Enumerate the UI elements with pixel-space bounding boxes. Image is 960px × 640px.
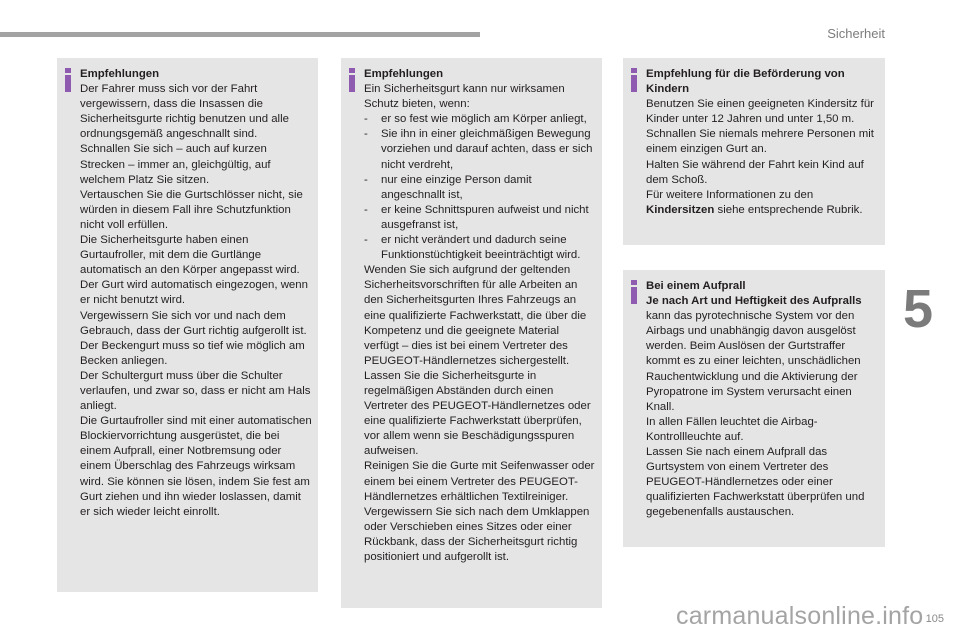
list-item: - er keine Schnittspuren aufweist und nicht ausgefranst ist, — [364, 203, 596, 233]
info-icon — [630, 280, 638, 304]
paragraph: Der Fahrer muss sich vor der Fahrt vergewissern, dass die Insassen die Sicherheitsgurte richtig benutzen und alle ordnungsgemäß angeschnallt sind. — [80, 83, 289, 141]
box-heading: Empfehlung für die Beförderung von Kindern — [646, 68, 845, 96]
section-title: Sicherheit — [827, 26, 885, 41]
watermark: carmanualsonline.info — [676, 602, 924, 630]
box-subheading: Je nach Art und Heftigkeit des Aufpralls — [646, 295, 862, 308]
reference-prefix: Für weitere Informationen zu den — [646, 188, 814, 201]
paragraph: Schnallen Sie niemals mehrere Personen mit einem einzigen Gurt an. — [646, 128, 874, 156]
paragraph — [646, 294, 879, 415]
info-box-collision — [623, 270, 885, 547]
condition-list — [364, 112, 596, 263]
paragraph: Lassen Sie nach einem Aufprall das Gurtsystem von einem Vertreter des PEUGEOT-Händlernetzes oder einer qualifizierten Fachwerkstatt überprüfen und gegebenenfalls austauschen. — [646, 446, 865, 519]
reference-suffix: siehe entsprechende Rubrik. — [714, 203, 863, 216]
paragraph: Wenden Sie sich aufgrund der geltenden Sicherheitsvorschriften für alle Arbeiten an den Sicherheitsgurten Ihres Fahrzeugs an eine qualifizierte Fachwerkstatt, die über die Kompetenz und die geeignete Material verfügt – dies ist bei einem Vertreter des PEUGEOT-Händlernetzes sichergestellt. — [364, 264, 587, 367]
box-heading: Empfehlungen — [364, 68, 444, 80]
paragraph: Benutzen Sie einen geeigneten Kindersitz für Kinder unter 12 Jahren und unter 1,50 m. — [646, 98, 874, 126]
paragraph: Vergewissern Sie sich nach dem Umklappen oder Verschieben eines Sitzes oder einer Rückbank, dass der Sicherheitsgurt richtig positioniert und aufgerollt ist. — [364, 505, 590, 563]
info-box-content — [80, 67, 312, 520]
info-box-recommendations — [57, 58, 318, 592]
info-icon — [630, 68, 638, 92]
list-item: - er so fest wie möglich am Körper anliegt, — [364, 112, 596, 127]
page-number: 105 — [925, 613, 944, 625]
paragraph-reference — [646, 188, 879, 218]
reference-keyword: Kindersitzen — [646, 203, 715, 216]
info-box-belt-protection — [341, 58, 602, 608]
intro-text: Ein Sicherheitsgurt kann nur wirksamen Schutz bieten, wenn: — [364, 83, 565, 111]
paragraph: Der Beckengurt muss so tief wie möglich am Becken anliegen. — [80, 339, 305, 367]
subheading-continuation: kann das pyrotechnische System vor den Airbags und unabhängig davon ausgelöst werden. Beim Auslösen der Gurtstraffer kommt es zu einer leichten, unschädlichen Rauchentwicklung und die Aktivierung der Pyropatrone im System verursacht einen Knall. — [646, 310, 861, 413]
paragraph: Reinigen Sie die Gurte mit Seifenwasser oder einem bei einem Vertreter des PEUGEOT-Händlernetzes erhältlichen Textilreiniger. — [364, 460, 595, 503]
info-box-child-transport — [623, 58, 885, 245]
paragraph: In allen Fällen leuchtet die Airbag-Kontrollleuchte auf. — [646, 415, 818, 443]
info-icon — [348, 68, 356, 92]
info-box-content — [646, 279, 879, 521]
list-item: - er nicht verändert und dadurch seine Funktionstüchtigkeit beeinträchtigt wird. — [364, 233, 596, 263]
info-icon — [64, 68, 72, 92]
list-item: - Sie ihn in einer gleichmäßigen Bewegung vorziehen und darauf achten, dass er sich nicht verdreht, — [364, 127, 596, 172]
paragraph: Lassen Sie die Sicherheitsgurte in regelmäßigen Abständen durch einen Vertreter des PEUGEOT-Händlernetzes oder eine qualifizierte Fachwerkstatt überprüfen, vor allem wenn sie Beschädigungsspuren aufweisen. — [364, 369, 591, 458]
paragraph: Halten Sie während der Fahrt kein Kind auf dem Schoß. — [646, 158, 864, 186]
paragraph: Vertauschen Sie die Gurtschlösser nicht, sie würden in diesem Fall ihre Schutzfunktion nicht voll erfüllen. — [80, 188, 303, 231]
paragraph: Vergewissern Sie sich vor und nach dem Gebrauch, dass der Gurt richtig aufgerollt ist. — [80, 309, 307, 337]
info-box-content — [646, 67, 879, 218]
paragraph: Schnallen Sie sich – auch auf kurzen Strecken – immer an, gleichgültig, auf welchem Platz Sie sitzen. — [80, 143, 271, 186]
header-rule — [0, 32, 480, 37]
paragraph: Die Gurtaufroller sind mit einer automatischen Blockiervorrichtung ausgerüstet, die bei einem Aufprall, einer Notbremsung oder einem Überschlag des Fahrzeugs wirksam wird. Sie können sie lösen, indem Sie fest am Gurt ziehen und ihn wieder loslassen, damit er sich wieder leicht einrollt. — [80, 415, 312, 518]
info-box-content — [364, 67, 596, 565]
box-heading: Bei einem Aufprall — [646, 280, 746, 292]
paragraph: Die Sicherheitsgurte haben einen Gurtaufroller, mit dem die Gurtlänge automatisch an den Körper angepasst wird. Der Gurt wird automatisch eingezogen, wenn er nicht benutzt wird. — [80, 234, 308, 307]
chapter-number: 5 — [903, 279, 934, 339]
box-heading: Empfehlungen — [80, 68, 160, 80]
paragraph: Der Schultergurt muss über die Schulter verlaufen, und zwar so, dass er nicht am Hals anliegt. — [80, 369, 311, 413]
list-item: - nur eine einzige Person damit angeschnallt ist, — [364, 173, 596, 203]
